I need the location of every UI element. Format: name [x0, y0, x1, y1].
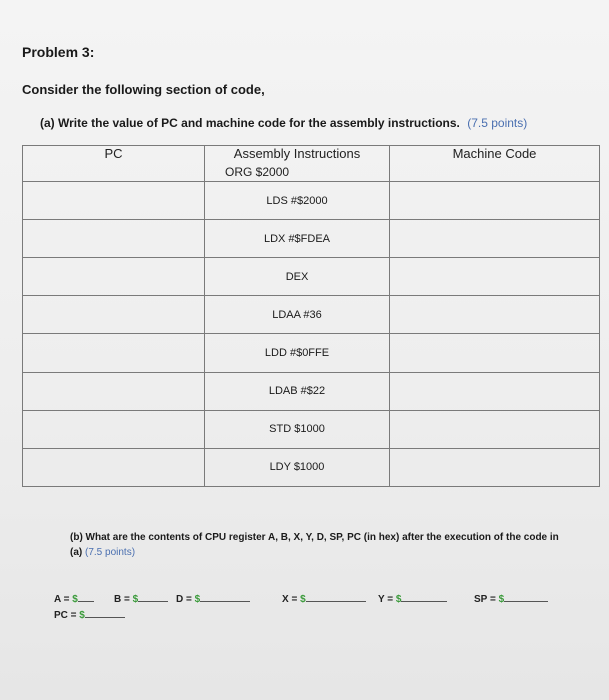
org-directive: ORG $2000 [225, 165, 290, 179]
pc-cell[interactable] [23, 296, 205, 334]
answer-line [504, 592, 548, 602]
asm-cell: LDD #$0FFE [205, 334, 390, 372]
dollar-sign: $ [72, 594, 78, 605]
problem-title: Problem 3: [22, 44, 95, 60]
table-row [23, 334, 600, 372]
part-a-points: (7.5 points) [467, 116, 528, 130]
header-machine-code: Machine Code [390, 146, 600, 182]
dollar-sign: $ [300, 594, 306, 605]
answer-line [200, 592, 250, 602]
register-x-label: X = $ [282, 594, 306, 605]
asm-cell: LDAB #$22 [205, 372, 390, 410]
asm-cell: LDS #$2000 [205, 182, 390, 220]
code-table [22, 145, 600, 487]
register-sp[interactable] [474, 592, 548, 605]
table-row [23, 372, 600, 410]
asm-cell: STD $1000 [205, 410, 390, 448]
register-x[interactable] [282, 592, 366, 605]
register-pc[interactable] [54, 608, 125, 621]
table-row [23, 410, 600, 448]
pc-cell[interactable] [23, 410, 205, 448]
dollar-sign: $ [132, 594, 139, 605]
asm-cell: LDY $1000 [205, 448, 390, 486]
machine-code-cell[interactable] [390, 410, 600, 448]
register-b-label: B = $ [114, 594, 139, 605]
part-a-text: Write the value of PC and machine code for the assembly instructions. [58, 116, 460, 130]
pc-cell[interactable] [23, 334, 205, 372]
answer-line [138, 592, 168, 602]
dollar-sign: $ [395, 594, 402, 605]
machine-code-cell[interactable] [390, 334, 600, 372]
part-b-text: (b) What are the contents of CPU register A, B, X, Y, D, SP, PC (in hex) after the execution of the code in (a) [70, 532, 559, 558]
machine-code-cell[interactable] [390, 296, 600, 334]
pc-cell[interactable] [23, 220, 205, 258]
table-header-row [23, 146, 600, 182]
register-a-label: A = $ [54, 594, 78, 605]
part-a-question [40, 116, 527, 130]
register-y[interactable] [378, 592, 447, 605]
part-a-prefix: (a) [40, 116, 55, 130]
register-b[interactable] [114, 592, 168, 605]
table-row [23, 258, 600, 296]
part-b-points: (7.5 points) [85, 547, 136, 558]
table-row [23, 220, 600, 258]
register-d[interactable] [176, 592, 250, 605]
part-b-question [70, 530, 570, 560]
dollar-sign: $ [194, 594, 201, 605]
answer-line [306, 592, 366, 602]
problem-intro: Consider the following section of code, [22, 82, 265, 97]
header-asm-label: Assembly Instructions [233, 146, 361, 161]
dollar-sign: $ [498, 594, 505, 605]
asm-cell: LDAA #36 [205, 296, 390, 334]
answer-line [78, 592, 94, 602]
answer-line [401, 592, 447, 602]
dollar-sign: $ [79, 610, 85, 621]
machine-code-cell[interactable] [390, 220, 600, 258]
header-asm [205, 146, 390, 182]
register-sp-label: SP = $ [474, 594, 505, 605]
table-row [23, 296, 600, 334]
machine-code-cell[interactable] [390, 448, 600, 486]
register-d-label: D = $ [176, 594, 201, 605]
pc-cell[interactable] [23, 372, 205, 410]
pc-cell[interactable] [23, 182, 205, 220]
register-a[interactable] [54, 592, 94, 605]
pc-cell[interactable] [23, 258, 205, 296]
table-row [23, 182, 600, 220]
machine-code-cell[interactable] [390, 372, 600, 410]
register-pc-label: PC = $ [54, 610, 85, 621]
machine-code-cell[interactable] [390, 258, 600, 296]
table-row [23, 448, 600, 486]
register-y-label: Y = $ [378, 594, 402, 605]
answer-line [85, 608, 125, 618]
asm-cell: DEX [205, 258, 390, 296]
pc-cell[interactable] [23, 448, 205, 486]
machine-code-cell[interactable] [390, 182, 600, 220]
header-pc: PC [23, 146, 205, 182]
asm-cell: LDX #$FDEA [205, 220, 390, 258]
